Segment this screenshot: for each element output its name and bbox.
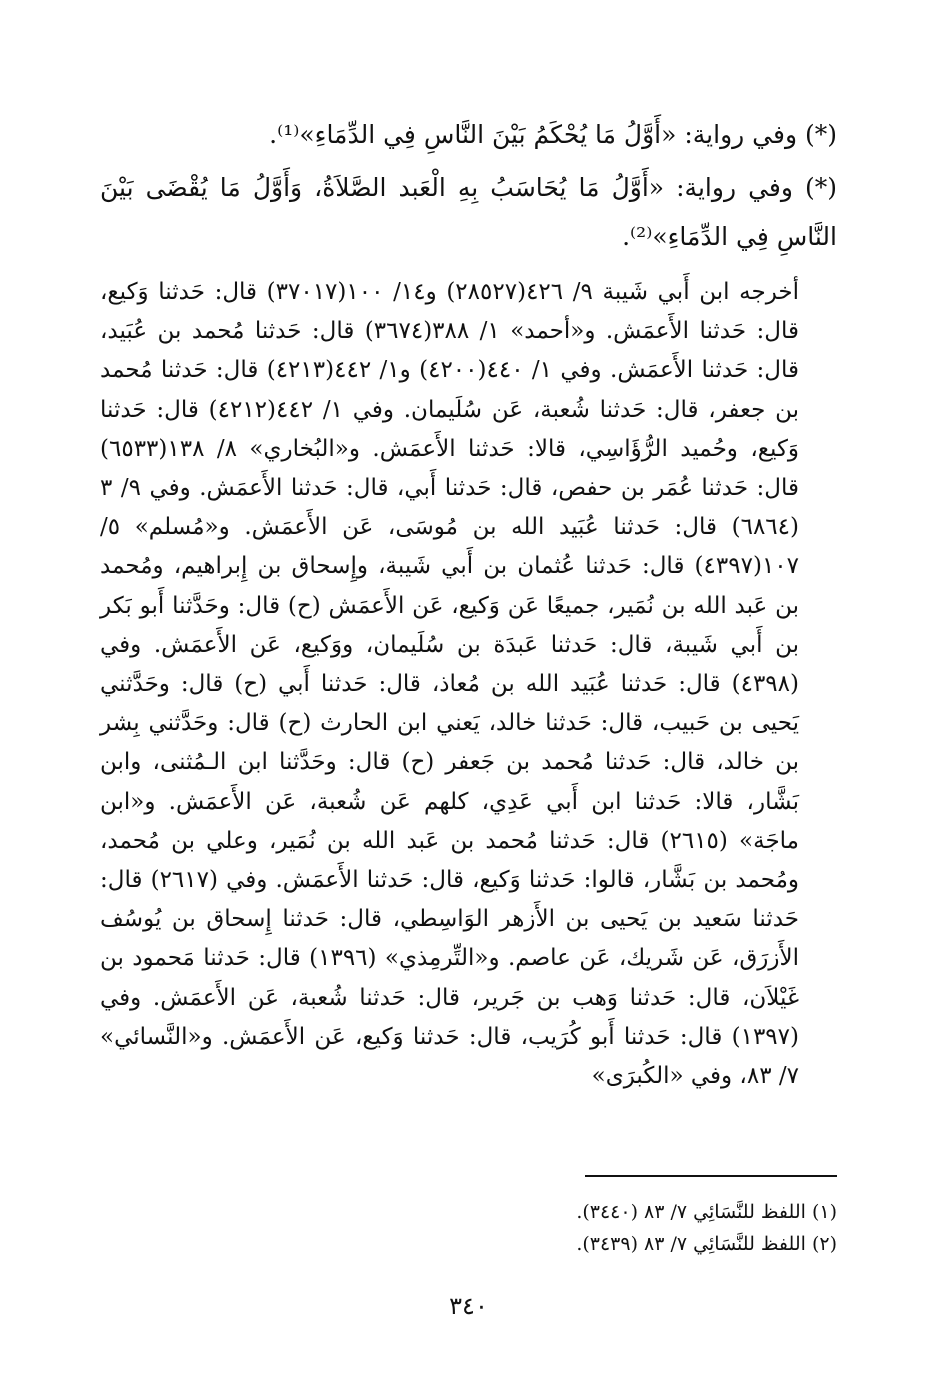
riwaya-2: (*) وفي رواية: «أَوَّلُ مَا يُحَاسَبُ بِهِ الْعَبد الصَّلاَةُ، وَأَوَّلُ مَا يُقْضَى بَيْنَ النَّاسِ فِي الدِّمَاءِ»⁽²⁾.: [100, 173, 837, 251]
footnote-1: (١) اللفظ للنَّسَائِي ٧/ ٨٣ (٣٤٤٠).: [576, 1201, 837, 1223]
takhrij-section: [100, 273, 837, 1096]
footnote-2: (٢) اللفظ للنَّسَائِي ٧/ ٨٣ (٣٤٣٩).: [576, 1233, 837, 1255]
page-body: [100, 110, 837, 1096]
page-number: ٣٤٠: [449, 1292, 488, 1320]
riwaya-1: (*) وفي رواية: «أَوَّلُ مَا يُحْكَمُ بَيْنَ النَّاسِ فِي الدِّمَاءِ»⁽¹⁾.: [269, 120, 837, 149]
takhrij-paragraph: أخرجه ابن أَبي شَيبة ٩/ ٤٢٦(٢٨٥٢٧) و١٤/ ١٠٠(٣٧٠١٧) قال: حَدثنا وَكيع، قال: حَدثنا الأَعمَش. و«أحمد» ١/ ٣٨٨(٣٦٧٤) قال: حَدثنا مُحمد بن عُبَيد، قال: حَدثنا الأَعمَش. وفي ١/ ٤٤٠(٤٢٠٠) و١/ ٤٤٢(٤٢١٣) قال: حَدثنا مُحمد بن جعفر، قال: حَدثنا شُعبة، عَن سُلَيمان. وفي ١/ ٤٤٢(٤٢١٢) قال: حَدثنا وَكيع، وحُميد الرُّؤَاسِي، قالا: حَدثنا الأَعمَش. و«البُخاري» ٨/ ١٣٨(٦٥٣٣) قال: حَدثنا عُمَر بن حفص، قال: حَدثنا أَبي، قال: حَدثنا الأَعمَش. وفي ٩/ ٣ (٦٨٦٤) قال: حَدثنا عُبَيد الله بن مُوسَى، عَن الأَعمَش. و«مُسلم» ٥/ ١٠٧(٤٣٩٧) قال: حَدثنا عُثمان بن أَبي شَيبة، وإِسحاق بن إِبراهيم، ومُحمد بن عَبد الله بن نُمَير، جميعًا عَن وَكيع، عَن الأَعمَش (ح) قال: وحَدَّثنا أَبو بَكر بن أَبي شَيبة، قال: حَدثنا عَبدَة بن سُلَيمان، ووَكيع، عَن الأَعمَش. وفي (٤٣٩٨) قال: حَدثنا عُبَيد الله بن مُعاذ، قال: حَدثنا أَبي (ح) قال: وحَدَّثني يَحيى بن حَبيب، قال: حَدثنا خالد، يَعني ابن الحارث (ح) قال: وحَدَّثني بِشر بن خالد، قال: حَدثنا مُحمد بن جَعفر (ح) قال: وحَدَّثنا ابن الـمُثنى، وابن بَشَّار، قالا: حَدثنا ابن أَبي عَدِي، كلهم عَن شُعبة، عَن الأَعمَش. و«ابن ماجَة» (٢٦١٥) قال: حَدثنا مُحمد بن عَبد الله بن نُمَير، وعلي بن مُحمد، ومُحمد بن بَشَّار، قالوا: حَدثنا وَكيع، قال: حَدثنا الأَعمَش. وفي (٢٦١٧) قال: حَدثنا سَعيد بن يَحيى بن الأَزهر الوَاسِطي، قال: حَدثنا إِسحاق بن يُوسُف الأَزرَق، عَن شَريك، عَن عاصم. و«التِّرمِذي» (١٣٩٦) قال: حَدثنا مَحمود بن غَيْلاَن، قال: حَدثنا وَهب بن جَرير، قال: حَدثنا شُعبة، عَن الأَعمَش. وفي (١٣٩٧) قال: حَدثنا أَبو كُرَيب، قال: حَدثنا وَكيع، عَن الأَعمَش. و«النَّسائي» ٧/ ٨٣، وفي «الكُبرَى»: [100, 279, 800, 1090]
footnote-divider: [585, 1175, 837, 1177]
footnotes: [337, 1196, 837, 1260]
